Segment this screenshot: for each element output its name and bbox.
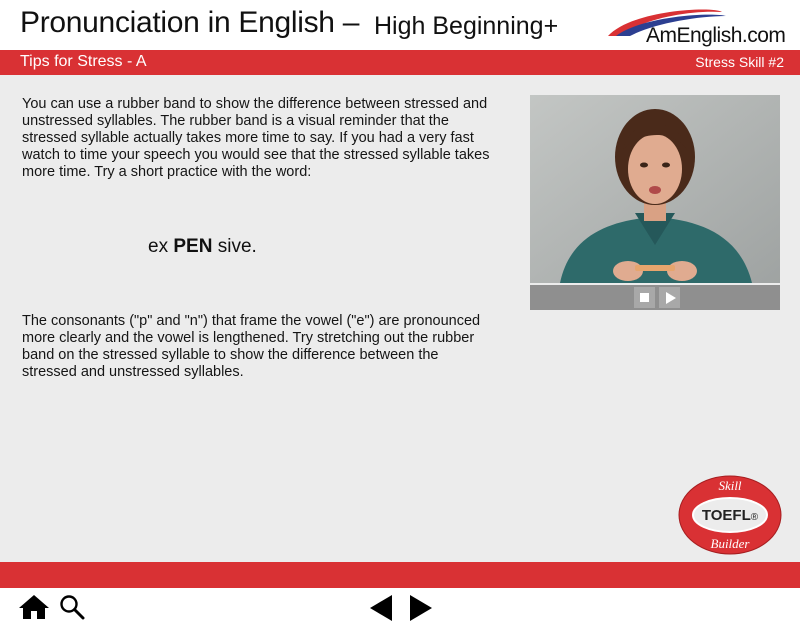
instructor-video-image (530, 95, 780, 283)
header (0, 0, 800, 50)
level-title: High Beginning+ (374, 12, 559, 40)
play-button[interactable] (659, 287, 680, 308)
toefl-skill-builder-badge (678, 475, 782, 555)
search-icon[interactable] (58, 594, 86, 620)
instruction-paragraph: You can use a rubber band to show the difference between stressed and unstressed syllables. The rubber band is a visual reminder that the stressed syllable actually takes more time to say. If you had a very fast watch to time your speech you would see that the stressed syllable takes more time. Try a short practice with the word: (22, 96, 490, 180)
badge-toefl-label: TOEFL (701, 507, 751, 524)
bottom-bar (0, 562, 800, 588)
example-stressed-syllable: PEN (173, 236, 213, 257)
skill-label: Stress Skill #2 (695, 54, 784, 70)
logo-text: AmEnglish.com (646, 24, 786, 47)
badge-skill-text: Skill (718, 478, 742, 493)
example-suffix: sive. (212, 236, 257, 257)
video-player[interactable] (530, 95, 780, 310)
home-icon[interactable] (18, 594, 50, 620)
video-controls (530, 285, 780, 310)
play-icon (666, 292, 676, 304)
example-prefix: ex (148, 236, 174, 257)
section-title: Tips for Stress - A (20, 53, 147, 70)
badge-builder-text: Builder (710, 536, 750, 551)
next-arrow-icon[interactable] (408, 594, 434, 622)
footer-navigation (0, 588, 800, 625)
previous-arrow-icon[interactable] (368, 594, 394, 622)
amenglish-logo[interactable] (602, 6, 792, 48)
stop-button[interactable] (634, 287, 655, 308)
video-frame[interactable] (530, 95, 780, 283)
explanation-paragraph: The consonants ("p" and "n") that frame the vowel ("e") are pronounced more clearly and the vowel is lengthened. Try stretching out the rubber band on the stressed syllable to show the difference between the stressed and unstressed syllables. (22, 313, 481, 380)
section-bar (0, 50, 800, 75)
registered-mark-icon: ® (750, 512, 759, 523)
example-word (148, 236, 257, 258)
stop-icon (640, 293, 649, 302)
page-title: Pronunciation in English – (20, 6, 360, 39)
badge-toefl-text (678, 507, 782, 524)
